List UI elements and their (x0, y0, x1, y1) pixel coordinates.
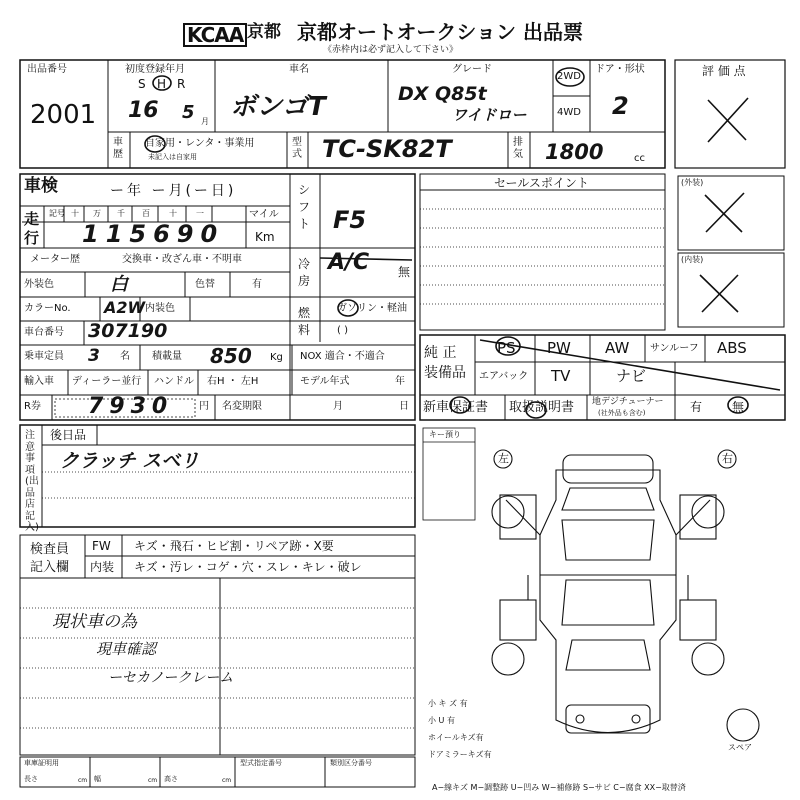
equip-sunroof: サンルーフ (650, 343, 699, 354)
history-note: 未記入は自家用 (148, 153, 197, 161)
logo-city: 京都 (247, 22, 281, 42)
legend-small-u: 小 U 有 (428, 716, 455, 725)
diagram-left: 左 (498, 452, 509, 465)
height-label: 高さ (164, 775, 178, 783)
recycle-value: 7930 (88, 394, 174, 419)
history-options: 自家用・レンタ・事業用 (145, 138, 255, 149)
ext-color-value: 白 (110, 274, 128, 295)
ext-rating-label: (外装) (681, 178, 704, 187)
sales-title: セールスポイント (494, 176, 589, 190)
ac-none: 無 (398, 265, 411, 279)
meter-label: メーター歴 (30, 254, 80, 265)
history-label: 車歴 (113, 137, 123, 160)
equipment-label: 純 正 装備品 (424, 345, 466, 381)
recycle-unit: 円 (199, 401, 209, 412)
month-unit: 月 (201, 117, 209, 126)
color-no-label: カラーNo. (24, 303, 71, 314)
shift-label: シフト (298, 183, 311, 231)
first-reg-label: 初度登録年月 (125, 64, 185, 75)
inspector-memo-3: ーセカノークレーム (108, 670, 234, 686)
equip-airbag: エアバック (479, 371, 529, 382)
ac-label: 冷房 (298, 257, 311, 288)
model-year-label: モデル年式 (300, 376, 350, 387)
cert-label: 車庫証明用 (24, 759, 59, 767)
inspector-label: 検査員記入欄 (30, 542, 70, 575)
drive-2wd: 2WD (557, 71, 581, 82)
fuel-label: 燃料 (298, 306, 311, 337)
recycle-label: R券 (24, 401, 41, 412)
equip-ps: PS (497, 339, 516, 357)
model-value: TC-SK82T (322, 135, 452, 163)
int-items: キズ・汚レ・コゲ・穴・スレ・キレ・破レ (134, 560, 362, 574)
manual: 取扱説明書 (509, 400, 575, 415)
fuel-options: ガソリン・軽油 (337, 303, 407, 314)
legend-small-scratch: 小 キ ズ 有 (428, 699, 468, 708)
fuel-paren: ( ) (337, 325, 348, 336)
digital-tuner-note: (社外品も含む) (598, 409, 646, 417)
tuner-yes: 有 (690, 400, 703, 414)
shaken-label: 車検 (24, 176, 58, 196)
form-subtitle: 《赤枠内は必ず記入して下さい》 (323, 45, 459, 55)
first-reg-year: 16 (128, 98, 159, 123)
mileage-sub-6: 一 (196, 209, 204, 218)
mileage-value: 115690 (82, 220, 225, 248)
mileage-label: 走行 (24, 210, 40, 247)
width-label: 幅 (94, 775, 101, 783)
length-label: 長さ (24, 775, 38, 783)
meter-options: 交換車・改ざん車・不明車 (122, 254, 242, 265)
mileage-sub-1: 十 (71, 209, 79, 218)
inspector-memo-2: 現車確認 (96, 640, 157, 658)
ext-color-label: 外装色 (24, 279, 54, 290)
car-name-value: ボンゴT (230, 92, 326, 122)
era-r: R (177, 77, 186, 91)
displacement-label: 排気 (513, 137, 523, 160)
equip-tv: TV (551, 367, 571, 385)
name-change-day: 日 (399, 401, 409, 412)
height-unit: cm (222, 777, 232, 784)
mileage-unit-mile: マイル (249, 209, 279, 220)
form-title: 京都オートオークション 出品票 (297, 20, 583, 44)
mileage-sub-4: 百 (142, 209, 150, 218)
mileage-sub-3: 千 (117, 209, 125, 218)
equip-abs: ABS (717, 339, 747, 357)
first-reg-month: 5 (182, 102, 195, 123)
shaken-value: ー年 ー月(ー日) (110, 183, 237, 199)
capacity-unit: 名 (120, 351, 130, 362)
car-diagram (492, 450, 759, 741)
handle-options: 右H ・ 左H (207, 376, 259, 387)
length-unit: cm (78, 777, 88, 784)
mileage-sub-0: 記号 (49, 209, 65, 218)
ac-value: A/C (328, 250, 370, 275)
fw-items: キズ・飛石・ヒビ割・リペア跡・X要 (134, 539, 334, 553)
name-change-month: 月 (333, 401, 343, 412)
notes-line-1: クラッチ スベリ (60, 450, 200, 472)
equip-aw: AW (605, 339, 630, 357)
model-year-unit: 年 (395, 376, 405, 387)
mileage-sub-2: 万 (93, 209, 101, 218)
inspector-memo-1: 現状車の為 (52, 612, 137, 632)
key-label: キー預り (429, 430, 461, 439)
grade-value-2: ワイドロー (452, 106, 527, 124)
tuner-no: 無 (732, 400, 745, 414)
era-h: H (157, 77, 167, 91)
equip-navi: ナビ (616, 367, 647, 385)
capacity-value: 3 (88, 346, 100, 366)
displacement-value: 1800 (545, 140, 604, 164)
int-color-label: 内装色 (145, 303, 175, 314)
load-label: 積載量 (152, 351, 182, 362)
digital-tuner: 地デジチューナー (592, 397, 664, 407)
int-rating-label: (内装) (681, 255, 704, 264)
grade-value-1: DX Q85t (398, 83, 487, 105)
door-label: ドア・形状 (595, 64, 645, 75)
notes-label: 注意事項(出品店記入) (25, 430, 39, 533)
capacity-label: 乗車定員 (24, 351, 64, 362)
class-no-label: 類別区分番号 (330, 759, 372, 767)
rating-label: 評 価 点 (702, 64, 746, 78)
lot-label: 出品番号 (27, 64, 67, 75)
car-name-label: 車名 (289, 64, 309, 75)
name-change-label: 名変期限 (222, 401, 262, 412)
shift-value: F5 (333, 206, 367, 234)
load-value: 850 (210, 344, 252, 368)
int-label: 内装 (90, 560, 115, 574)
legend-wheel: ホイールキズ有 (428, 733, 484, 742)
equip-pw: PW (547, 339, 571, 357)
dealer-label: ディーラー並行 (72, 376, 142, 387)
legend-mirror: ドアミラーキズ有 (428, 750, 492, 759)
load-unit: Kg (270, 352, 283, 363)
import-label: 輸入車 (24, 376, 54, 387)
nox-label: NOX 適合・不適合 (300, 351, 385, 362)
new-car-warranty: 新車保証書 (423, 400, 489, 415)
drive-4wd: 4WD (557, 107, 581, 118)
grade-label: グレード (452, 64, 492, 75)
lot-value: 2001 (30, 100, 97, 130)
model-label: 型式 (292, 137, 302, 160)
type-no-label: 型式指定番号 (240, 759, 282, 767)
era-s: S (138, 77, 146, 91)
width-unit: cm (148, 777, 158, 784)
color-change-label: 色替 (195, 279, 215, 290)
rear-label: 後日品 (50, 428, 87, 442)
mileage-sub-5: 十 (169, 209, 177, 218)
displacement-unit: cc (634, 153, 645, 164)
fw-label: FW (92, 539, 111, 553)
logo: KCAA (183, 23, 247, 47)
diagram-right: 右 (722, 452, 733, 465)
handle-label: ハンドル (154, 376, 194, 387)
mileage-unit-km: Km (255, 230, 275, 244)
color-no-value: A2W (104, 298, 146, 317)
door-value: 2 (612, 92, 629, 120)
color-change-value: 有 (252, 279, 262, 290)
damage-legend: A−線キズ M−調整跡 U−凹み W−補修跡 S−サビ C−腐食 XX−取替済 (432, 783, 686, 792)
chassis-value: 307190 (88, 320, 168, 342)
chassis-label: 車台番号 (24, 327, 64, 338)
spare-label: スペア (728, 743, 752, 752)
